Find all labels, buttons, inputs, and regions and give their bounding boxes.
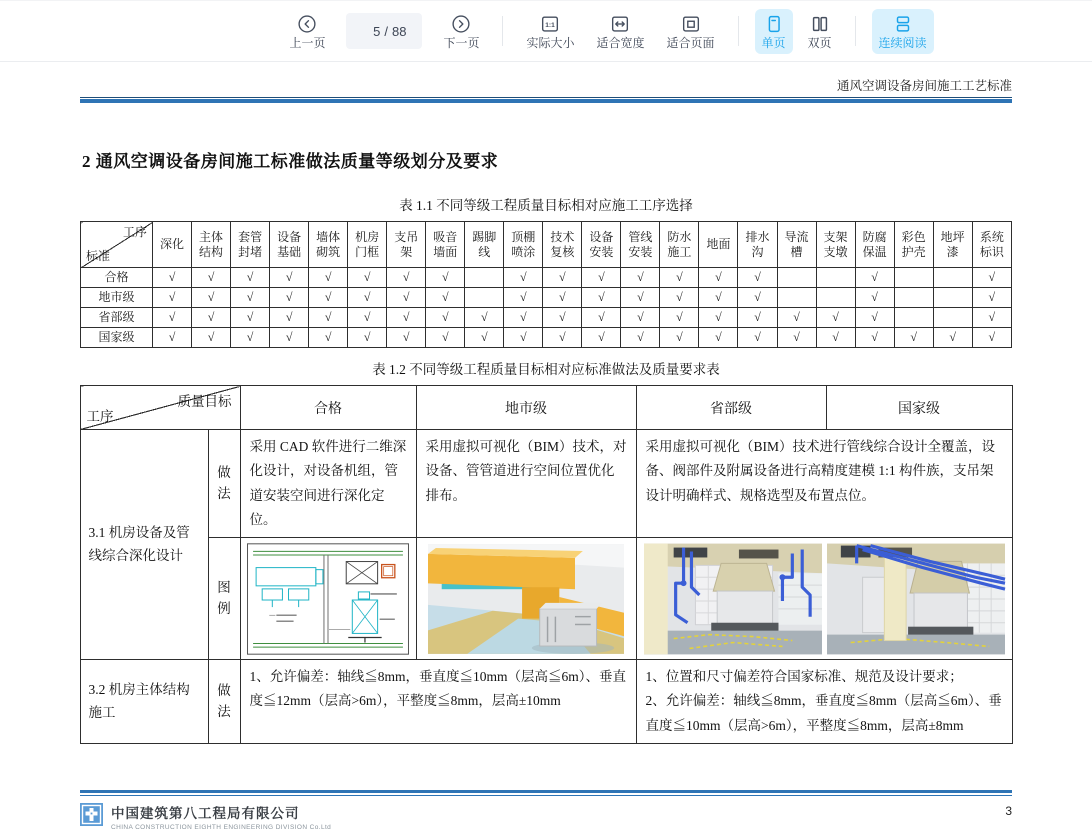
check-mark-cell: √ — [582, 308, 621, 328]
toolbar-divider — [738, 16, 739, 46]
table2-caption: 表 1.2 不同等级工程质量目标相对应标准做法及质量要求表 — [372, 362, 720, 377]
running-header: 通风空调设备房间施工工艺标准 — [836, 79, 1012, 93]
table1-col-header: 彩色 护壳 — [894, 222, 933, 268]
check-mark-cell: √ — [621, 288, 660, 308]
cell-3-1-hege-method: 采用 CAD 软件进行二维深化设计，对设备机组，管道安装空间进行深化定位。 — [240, 430, 416, 538]
section-title: 2 通风空调设备房间施工标准做法质量等级划分及要求 — [82, 152, 499, 171]
row-3-1-legend — [80, 538, 1012, 660]
toolbar-divider — [855, 16, 856, 46]
empty-cell — [465, 268, 504, 288]
toolbar-group — [282, 9, 933, 54]
check-mark-cell: √ — [543, 268, 582, 288]
actual-size-button[interactable] — [519, 9, 581, 54]
table1-col-header: 设备 基础 — [270, 222, 309, 268]
check-mark-cell: √ — [387, 268, 426, 288]
quality-requirements-table — [80, 385, 1013, 744]
table1-body — [81, 268, 1012, 348]
chevron-right-circle-icon — [450, 13, 472, 35]
fit-page-icon — [680, 13, 702, 35]
toolbar-divider — [502, 16, 503, 46]
cell-3-2-shengbuji-line1: 1、位置和尺寸偏差符合国家标准、规范及设计要求； — [645, 669, 963, 685]
legend-images-bim-advanced — [636, 538, 1012, 660]
check-mark-cell: √ — [387, 308, 426, 328]
table1-col-header: 地面 — [699, 222, 738, 268]
check-mark-cell: √ — [972, 288, 1011, 308]
empty-cell — [816, 288, 855, 308]
empty-cell — [777, 268, 816, 288]
check-mark-cell: √ — [855, 288, 894, 308]
empty-cell — [816, 268, 855, 288]
double-page-icon — [809, 13, 831, 35]
table1-col-header: 深化 — [153, 222, 192, 268]
actual-size-icon — [539, 13, 561, 35]
check-mark-cell: √ — [738, 268, 777, 288]
table1-caption: 表 1.1 不同等级工程质量目标相对应施工工序选择 — [399, 198, 693, 213]
check-mark-cell: √ — [972, 328, 1011, 348]
cell-3-2-shengbuji-line2: 2、允许偏差：轴线≦8mm，垂直度≦8mm（层高≦6m）、垂直度≦10mm（层高>6m），平整度≦8mm，层高±8mm — [645, 693, 1002, 733]
check-mark-cell: √ — [855, 268, 894, 288]
check-mark-cell: √ — [582, 268, 621, 288]
row-3-2-label: 3.2 机房主体结构施工 — [80, 660, 208, 744]
check-mark-cell: √ — [699, 268, 738, 288]
table1-row — [81, 328, 1012, 348]
check-mark-cell: √ — [192, 308, 231, 328]
check-mark-cell: √ — [582, 288, 621, 308]
table1-col-header: 支架 支墩 — [816, 222, 855, 268]
corner-label-quality-target: 质量目标 — [177, 394, 232, 409]
check-mark-cell: √ — [543, 308, 582, 328]
prev-page-label: 上一页 — [289, 35, 326, 50]
check-mark-cell: √ — [309, 288, 348, 308]
check-mark-cell: √ — [504, 328, 543, 348]
check-mark-cell: √ — [426, 268, 465, 288]
table1-row — [81, 308, 1012, 328]
table1-row — [81, 268, 1012, 288]
table1-row-label: 合格 — [81, 268, 153, 288]
table1-col-header: 吸音 墙面 — [426, 222, 465, 268]
check-mark-cell: √ — [270, 328, 309, 348]
single-page-label: 单页 — [761, 35, 786, 50]
check-mark-cell: √ — [426, 328, 465, 348]
check-mark-cell: √ — [309, 308, 348, 328]
table1-row-label: 国家级 — [81, 328, 153, 348]
double-page-label: 双页 — [807, 35, 832, 50]
empty-cell — [933, 268, 972, 288]
fit-width-icon — [609, 13, 631, 35]
table1-col-header: 套管 封堵 — [231, 222, 270, 268]
table1-col-header: 墙体 砌筑 — [309, 222, 348, 268]
table1-col-header: 防水 施工 — [660, 222, 699, 268]
empty-cell — [894, 288, 933, 308]
check-mark-cell: √ — [465, 308, 504, 328]
check-mark-cell: √ — [699, 328, 738, 348]
check-mark-cell: √ — [309, 328, 348, 348]
table1-col-header: 导流 槽 — [777, 222, 816, 268]
page-total: 88 — [392, 23, 407, 39]
check-mark-cell: √ — [777, 328, 816, 348]
table1-col-header: 主体 结构 — [192, 222, 231, 268]
footer-company-name-en: CHINA CONSTRUCTION EIGHTH ENGINEERING DIVISION Co.Ltd — [111, 824, 332, 831]
cell-3-1-shengbuji-method: 采用虚拟可视化（BIM）技术进行管线综合设计全覆盖，设备、阀部件及附属设备进行高精度建模 1:1 构件族，支吊架设计明确样式、规格选型及布置点位。 — [636, 430, 1012, 538]
page-divider: / — [384, 23, 389, 39]
check-mark-cell: √ — [231, 308, 270, 328]
check-mark-cell: √ — [660, 268, 699, 288]
check-mark-cell: √ — [621, 268, 660, 288]
legend-image-cad — [240, 538, 416, 660]
check-mark-cell: √ — [465, 328, 504, 348]
page-number-input[interactable] — [362, 24, 380, 39]
table1-col-header: 顶棚 喷涂 — [504, 222, 543, 268]
check-mark-cell: √ — [660, 328, 699, 348]
row-3-1-label: 3.1 机房设备及管线综合深化设计 — [80, 430, 208, 660]
table1-row — [81, 288, 1012, 308]
table2-col-dishiji: 地市级 — [416, 386, 636, 430]
check-mark-cell: √ — [426, 288, 465, 308]
continuous-read-icon — [892, 13, 914, 35]
empty-cell — [933, 288, 972, 308]
check-mark-cell: √ — [699, 308, 738, 328]
check-mark-cell: √ — [309, 268, 348, 288]
row-3-1-legend-sublabel: 图例 — [208, 538, 240, 660]
header-rule — [80, 97, 1012, 103]
table2-col-shengbuji: 省部级 — [636, 386, 826, 430]
empty-cell — [933, 308, 972, 328]
footer-company-name: 中国建筑第八工程局有限公司 — [111, 806, 300, 821]
check-mark-cell: √ — [153, 268, 192, 288]
check-mark-cell: √ — [660, 288, 699, 308]
check-mark-cell: √ — [387, 288, 426, 308]
table1-col-header: 系统 标识 — [972, 222, 1011, 268]
check-mark-cell: √ — [933, 328, 972, 348]
table1-col-header: 支吊 架 — [387, 222, 426, 268]
company-logo — [80, 803, 103, 831]
check-mark-cell: √ — [504, 308, 543, 328]
check-mark-cell: √ — [504, 288, 543, 308]
check-mark-cell: √ — [504, 268, 543, 288]
table1-col-header: 排水 沟 — [738, 222, 777, 268]
cell-3-2-hege-dishiji-method: 1、允许偏差：轴线≦8mm，垂直度≦10mm（层高≦6m）、垂直度≦12mm（层高>6m），平整度≦8mm，层高±10mm — [240, 660, 636, 744]
table1-header-row — [81, 222, 1012, 268]
check-mark-cell: √ — [582, 328, 621, 348]
legend-image-bim-render — [416, 538, 636, 660]
continuous-read-label: 连续阅读 — [878, 35, 927, 50]
check-mark-cell: √ — [894, 328, 933, 348]
table2-header-row — [80, 386, 1012, 430]
table1-col-header: 防腐 保温 — [855, 222, 894, 268]
check-mark-cell: √ — [543, 288, 582, 308]
check-mark-cell: √ — [231, 328, 270, 348]
table2-col-hege: 合格 — [240, 386, 416, 430]
fit-width-label: 适合宽度 — [596, 35, 645, 50]
cell-3-1-dishiji-method: 采用虚拟可视化（BIM）技术，对设备、管管道进行空间位置优化排布。 — [416, 430, 636, 538]
viewer-toolbar — [0, 0, 1092, 62]
check-mark-cell: √ — [192, 268, 231, 288]
check-mark-cell: √ — [738, 328, 777, 348]
table1-col-header: 踢脚 线 — [465, 222, 504, 268]
check-mark-cell: √ — [192, 328, 231, 348]
row-3-2-method-sublabel: 做法 — [208, 660, 240, 744]
empty-cell — [777, 288, 816, 308]
check-mark-cell: √ — [738, 288, 777, 308]
next-page-label: 下一页 — [443, 35, 480, 50]
table2-col-guojiaji: 国家级 — [826, 386, 1012, 430]
check-mark-cell: √ — [972, 268, 1011, 288]
check-mark-cell: √ — [270, 288, 309, 308]
table1-col-header: 设备 安装 — [582, 222, 621, 268]
check-mark-cell: √ — [231, 288, 270, 308]
footer-rule — [80, 790, 1012, 796]
check-mark-cell: √ — [153, 308, 192, 328]
process-selection-table — [80, 221, 1012, 348]
next-page-button[interactable] — [436, 9, 486, 54]
check-mark-cell: √ — [270, 268, 309, 288]
check-mark-cell: √ — [426, 308, 465, 328]
check-mark-cell: √ — [621, 308, 660, 328]
check-mark-cell: √ — [738, 308, 777, 328]
empty-cell — [894, 308, 933, 328]
empty-cell — [894, 268, 933, 288]
single-page-icon — [763, 13, 785, 35]
prev-page-button[interactable] — [282, 9, 332, 54]
check-mark-cell: √ — [348, 288, 387, 308]
continuous-read-button[interactable] — [872, 9, 934, 54]
check-mark-cell: √ — [972, 308, 1011, 328]
double-page-button[interactable] — [801, 9, 839, 54]
check-mark-cell: √ — [855, 308, 894, 328]
actual-size-label: 实际大小 — [526, 35, 575, 50]
fit-page-button[interactable] — [660, 9, 722, 54]
table1-row-label: 省部级 — [81, 308, 153, 328]
legend-image-bim-left — [644, 543, 822, 655]
check-mark-cell: √ — [816, 308, 855, 328]
check-mark-cell: √ — [855, 328, 894, 348]
table1-col-header: 地坪 漆 — [933, 222, 972, 268]
empty-cell — [465, 288, 504, 308]
check-mark-cell: √ — [192, 288, 231, 308]
table1-col-header: 机房 门框 — [348, 222, 387, 268]
check-mark-cell: √ — [348, 308, 387, 328]
check-mark-cell: √ — [153, 288, 192, 308]
table1-row-label: 地市级 — [81, 288, 153, 308]
table2-corner-cell — [80, 386, 240, 430]
check-mark-cell: √ — [777, 308, 816, 328]
cell-3-2-shengbuji-method — [636, 660, 1012, 744]
check-mark-cell: √ — [660, 308, 699, 328]
page-indicator — [346, 13, 422, 49]
corner-label-process: 工序 — [86, 409, 114, 424]
single-page-button[interactable] — [755, 9, 793, 54]
check-mark-cell: √ — [348, 328, 387, 348]
check-mark-cell: √ — [816, 328, 855, 348]
row-3-1-method — [80, 430, 1012, 538]
table1-col-header: 技术 复核 — [543, 222, 582, 268]
table1-corner-cell — [81, 222, 153, 268]
check-mark-cell: √ — [387, 328, 426, 348]
svg-text:1:1: 1:1 — [545, 21, 556, 29]
legend-image-bim-right — [827, 543, 1005, 655]
fit-page-label: 适合页面 — [666, 35, 715, 50]
check-mark-cell: √ — [231, 268, 270, 288]
fit-width-button[interactable] — [589, 9, 651, 54]
check-mark-cell: √ — [348, 268, 387, 288]
check-mark-cell: √ — [270, 308, 309, 328]
row-3-2 — [80, 660, 1012, 744]
table1-col-header: 管线 安装 — [621, 222, 660, 268]
check-mark-cell: √ — [543, 328, 582, 348]
check-mark-cell: √ — [621, 328, 660, 348]
page-footer — [80, 790, 1012, 831]
document-page — [0, 76, 1092, 831]
corner-label-standard: 标准 — [86, 249, 111, 263]
check-mark-cell: √ — [699, 288, 738, 308]
chevron-left-circle-icon — [296, 13, 318, 35]
page-number: 3 — [1005, 804, 1012, 818]
corner-label-process: 工序 — [122, 225, 147, 239]
row-3-1-method-sublabel: 做法 — [208, 430, 240, 538]
check-mark-cell: √ — [153, 328, 192, 348]
